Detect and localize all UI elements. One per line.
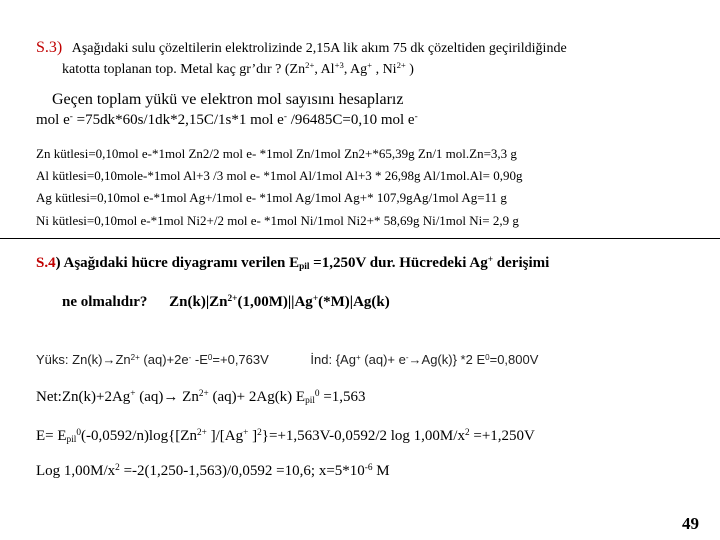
text: ]: [248, 428, 258, 444]
text: -: [188, 352, 192, 362]
text: +: [312, 293, 319, 304]
text: =1,250V dur. Hücredeki Ag: [309, 255, 488, 271]
text: +: [355, 352, 361, 362]
text: -: [69, 111, 73, 122]
text: 0: [485, 352, 490, 362]
text: (1,00M)||Ag: [237, 294, 313, 310]
text: -E: [191, 352, 208, 367]
zn-charge: 2+: [305, 60, 315, 71]
charge-intro: Geçen toplam yükü ve elektron mol sayısını hesaplarız: [52, 91, 404, 108]
text: 2: [257, 427, 262, 438]
text: →Ag(k)} *2 E: [408, 352, 486, 367]
nernst-equation: [36, 429, 535, 444]
cell-diagram: [169, 294, 390, 310]
text: pil: [66, 435, 77, 446]
text: (aq)+ 2Ag(k) E: [208, 389, 306, 405]
question-4-label: S.4: [36, 255, 56, 271]
text: 0: [207, 352, 213, 362]
text: 2+: [130, 352, 140, 362]
text: 2: [464, 427, 470, 438]
text: =0,800V: [489, 352, 539, 367]
text: E= E: [36, 428, 67, 444]
ag-mass-calculation: Ag kütlesi=0,10mol e-*1mol Ag+/1mol e- *1mol Ag/1mol Ag+* 107,9gAg/1mol Ag=11 g: [36, 190, 507, 205]
net-reaction: [36, 390, 366, 405]
text: +: [130, 388, 136, 399]
log-solution: [36, 464, 390, 479]
text: ]/[Ag: [206, 428, 244, 444]
text: (aq)→ Zn: [135, 389, 199, 405]
text: 0: [314, 388, 320, 399]
text: =1,563: [319, 389, 366, 405]
text: , Al: [314, 62, 335, 77]
ag-charge: +: [367, 60, 373, 71]
half-reactions: [36, 353, 538, 366]
reduction-half-reaction: [310, 352, 538, 367]
text: =+1,250V: [469, 428, 535, 444]
text: 2: [115, 462, 120, 473]
text: +: [487, 254, 494, 265]
divider: [0, 238, 720, 239]
text: 2+: [227, 293, 238, 304]
text: Log 1,00M/x: [36, 463, 116, 479]
text: ): [405, 62, 414, 77]
text: ) Aşağıdaki hücre diyagramı verilen E: [55, 255, 300, 271]
text: (-0,0592/n)log{[Zn: [81, 428, 197, 444]
question-3-text: Aşağıdaki sulu çözeltilerin elektrolizinde 2,15A lik akım 75 dk çözeltiden geçirildiğinde: [71, 41, 567, 56]
zn-mass-calculation: Zn kütlesi=0,10mol e-*1mol Zn2/2 mol e- *1mol Zn/1mol Zn2+*65,39g Zn/1 mol.Zn=3,3 g: [36, 146, 517, 161]
question-3-line-1: [36, 40, 567, 56]
page-number: 49: [682, 514, 699, 533]
text: ,: [372, 62, 383, 77]
question-3-label: S.3): [36, 39, 63, 56]
text: ne olmalıdır?: [62, 294, 148, 310]
text: pil: [305, 396, 315, 407]
ni-charge: 2+: [396, 60, 406, 71]
text: /96485C=0,10 mol e: [286, 112, 415, 128]
text: derişimi: [493, 255, 550, 271]
text: 2+: [198, 388, 209, 399]
ni-mass-calculation: Ni kütlesi=0,10mol e-*1mol Ni2+/2 mol e- *1mol Ni/1mol Ni2+* 58,69g Ni/1mol Ni= 2,9 g: [36, 213, 519, 228]
text: M: [372, 463, 390, 479]
text: pil: [299, 262, 310, 273]
text: Net:Zn(k)+2Ag: [36, 389, 131, 405]
question-3-line-2: [62, 60, 414, 77]
charge-calculation: [36, 113, 418, 128]
al-mass-calculation: Al kütlesi=0,10mole-*1mol Al+3 /3 mol e- *1mol Al/1mol Al+3 * 26,98g Al/1mol.Al= 0,90g: [36, 168, 523, 183]
question-3-text-2: katotta toplanan top. Metal kaç gr’dır ? (Zn: [62, 62, 306, 77]
text: -: [405, 352, 409, 362]
text: -: [283, 111, 287, 122]
text: Zn(k)|Zn: [169, 294, 228, 310]
text: -6: [364, 462, 373, 473]
question-4-line-1: [36, 256, 549, 271]
text: (aq)+ e: [360, 352, 406, 367]
text: , Ag: [343, 62, 368, 77]
text: Yüks: Zn(k)→Zn: [36, 352, 131, 367]
text: (aq)+2e: [139, 352, 189, 367]
text: Ni: [382, 62, 397, 77]
al-charge: +3: [334, 60, 344, 71]
text: (*M)|Ag(k): [318, 294, 390, 310]
text: =+0,763V: [212, 352, 269, 367]
text: =-2(1,250-1,563)/0,0592 =10,6; x=5*10: [119, 463, 365, 479]
text: -: [414, 111, 418, 122]
text: =75dk*60s/1dk*2,15C/1s*1 mol e: [72, 112, 284, 128]
text: }=+1,563V-0,0592/2 log 1,00M/x: [261, 428, 465, 444]
text: 0: [76, 427, 82, 438]
question-4-line-2: [62, 295, 390, 310]
text: 2+: [196, 427, 207, 438]
text: mol e: [36, 112, 70, 128]
text: +: [243, 427, 249, 438]
text: İnd: {Ag: [310, 352, 356, 367]
